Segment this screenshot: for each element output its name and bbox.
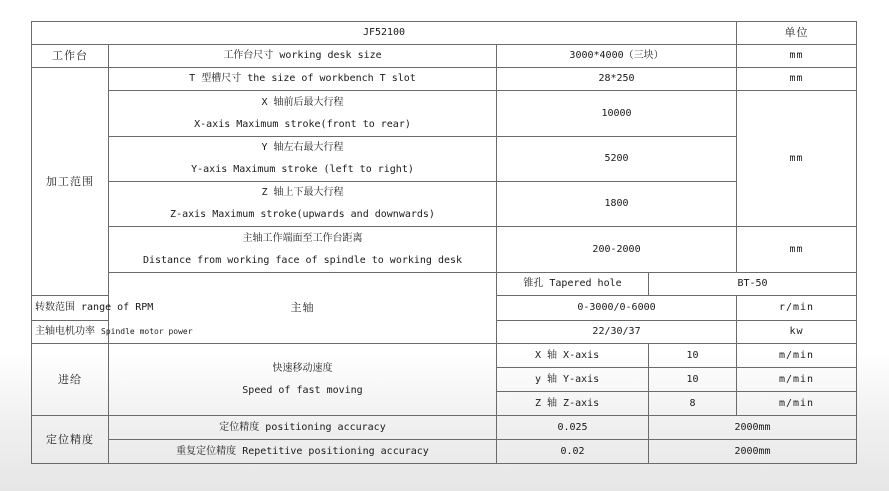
param-rpm: 转数范围 range of RPM <box>32 296 109 321</box>
unit-header: 单位 <box>737 22 857 45</box>
feed-row-x <box>32 344 857 368</box>
param-fast-moving <box>109 344 497 416</box>
param-x-stroke-en: X-axis Maximum stroke(front to rear) <box>194 118 411 130</box>
value-motor: 22/30/37 <box>497 321 737 344</box>
axis-label: Z 轴 Z-axis <box>497 392 649 416</box>
param-fast-moving-cn: 快速移动速度 <box>272 362 333 374</box>
extra-repeat: 2000mm <box>649 440 857 464</box>
value-accuracy: 0.025 <box>497 416 649 440</box>
unit-rpm: r/min <box>737 296 857 321</box>
param-accuracy: 定位精度 positioning accuracy <box>109 416 497 440</box>
param-motor-en: Spindle motor power <box>101 327 193 336</box>
value-y-stroke: 5200 <box>497 137 737 182</box>
value-rpm: 0-3000/0-6000 <box>497 296 737 321</box>
accuracy-row <box>32 416 857 440</box>
param-z-stroke-cn: Z 轴上下最大行程 <box>261 187 344 198</box>
value-desk-size: 3000*4000（三块） <box>497 45 737 68</box>
param-taper: 锥孔 Tapered hole <box>497 273 649 296</box>
param-x-stroke <box>109 91 497 137</box>
repeat-row <box>32 440 857 464</box>
x-stroke-row <box>32 91 857 137</box>
unit-distance: mm <box>737 227 857 273</box>
axis-value: 8 <box>649 392 737 416</box>
model-name: JF52100 <box>32 22 737 45</box>
param-y-stroke-en: Y-axis Maximum stroke (left to right) <box>191 164 414 175</box>
y-stroke-row <box>32 137 857 182</box>
group-processing: 加工范围 <box>32 68 109 296</box>
spec-table <box>31 21 857 464</box>
distance-row <box>32 227 857 273</box>
param-y-stroke <box>109 137 497 182</box>
workbench-row <box>32 45 857 68</box>
value-repeat: 0.02 <box>497 440 649 464</box>
param-repeat: 重复定位精度 Repetitive positioning accuracy <box>109 440 497 464</box>
unit-t-slot: mm <box>737 68 857 91</box>
param-motor <box>32 321 193 344</box>
param-distance-en: Distance from working face of spindle to working desk <box>142 254 463 266</box>
param-fast-moving-en: Speed of fast moving <box>242 384 363 396</box>
axis-value: 10 <box>649 368 737 392</box>
value-t-slot: 28*250 <box>497 68 737 91</box>
param-z-stroke <box>109 182 497 227</box>
value-taper: BT-50 <box>649 273 857 296</box>
unit-desk-size: mm <box>737 45 857 68</box>
axis-label: y 轴 Y-axis <box>497 368 649 392</box>
taper-row <box>32 273 857 296</box>
param-t-slot: T 型槽尺寸 the size of workbench T slot <box>109 68 497 91</box>
value-x-stroke: 10000 <box>497 91 737 137</box>
group-spindle: 主轴 <box>109 273 497 344</box>
unit-motor: kw <box>737 321 857 344</box>
axis-value: 10 <box>649 344 737 368</box>
value-z-stroke: 1800 <box>497 182 737 227</box>
unit-stroke: mm <box>737 91 857 227</box>
t-slot-row <box>32 68 857 91</box>
header-row <box>32 22 857 45</box>
axis-unit: m/min <box>737 368 857 392</box>
param-distance <box>109 227 497 273</box>
axis-label: X 轴 X-axis <box>497 344 649 368</box>
axis-unit: m/min <box>737 344 857 368</box>
group-feed: 进给 <box>32 344 109 416</box>
group-workbench: 工作台 <box>32 45 109 68</box>
axis-unit: m/min <box>737 392 857 416</box>
group-positioning: 定位精度 <box>32 416 109 464</box>
param-distance-cn: 主轴工作端面至工作台距离 <box>242 232 363 244</box>
param-x-stroke-cn: X 轴前后最大行程 <box>261 96 344 108</box>
extra-accuracy: 2000mm <box>649 416 857 440</box>
param-z-stroke-en: Z-axis Maximum stroke(upwards and downwards) <box>170 209 435 220</box>
param-y-stroke-cn: Y 轴左右最大行程 <box>261 142 344 153</box>
param-desk-size: 工作台尺寸 working desk size <box>109 45 497 68</box>
value-distance: 200-2000 <box>497 227 737 273</box>
param-motor-cn: 主轴电机功率 <box>35 326 95 337</box>
z-stroke-row <box>32 182 857 227</box>
